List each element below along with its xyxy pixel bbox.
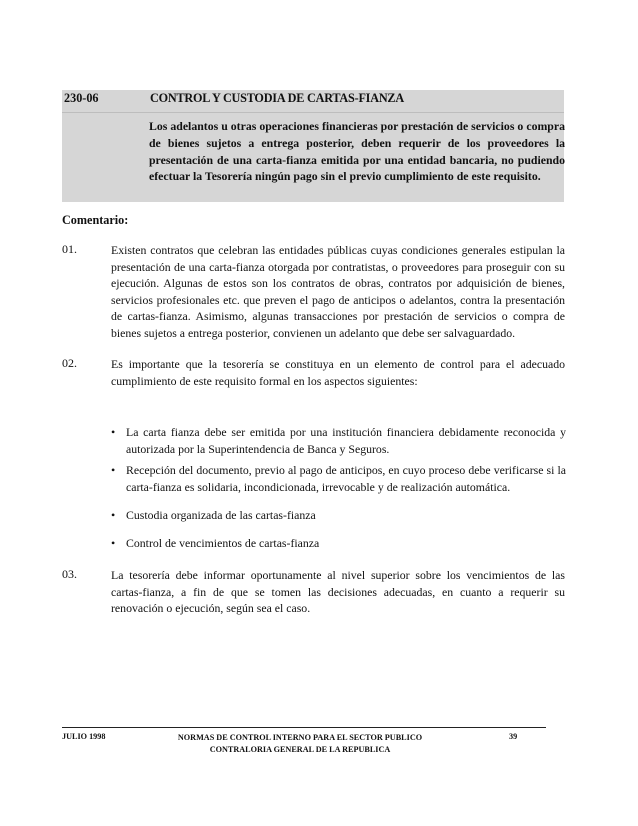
bullet-text: La carta fianza debe ser emitida por una institución financiera debidamente reconocida y autorizada por la Superintendencia de Banca y Seguros. (126, 425, 566, 456)
bullet-icon: • (111, 508, 116, 522)
item-number: 03. (62, 567, 77, 581)
item-text: La tesorería debe informar oportunamente al nivel superior sobre los vencimientos de las cartas-fianza, a fin de que se tomen las decisiones adecuadas, en cuanto a requerir su renovación o ejecución, según sea el caso. (111, 568, 565, 616)
bullet-icon: • (111, 463, 116, 477)
bullet-icon: • (111, 425, 116, 439)
item-text: Es importante que la tesorería se constituya en un elemento de control para el adecuado cumplimiento de este requisito formal en los aspectos siguientes: (111, 357, 565, 388)
bullet-icon: • (111, 536, 116, 550)
section-body: Los adelantos u otras operaciones financieras por prestación de servicios o compra de bienes sujetos a entrega posterior, deben requerir de los proveedores la presentación de una carta-fianza emitida por una entidad bancaria, no pudiendo efectuar la Tesorería ningún pago sin el previo cumplimiento de este requisito. (149, 119, 565, 184)
page-number: 39 (509, 732, 518, 741)
item-number: 01. (62, 242, 77, 256)
section-code: 230-06 (64, 91, 99, 105)
bullet-text: Control de vencimientos de cartas-fianza (126, 536, 320, 550)
footer-line-1: NORMAS DE CONTROL INTERNO PARA EL SECTOR PUBLICO (177, 733, 423, 742)
bullet-text: Custodia organizada de las cartas-fianza (126, 508, 316, 522)
footer-title (150, 732, 450, 756)
footer-date: JULIO 1998 (62, 732, 106, 741)
item-text: Existen contratos que celebran las entidades públicas cuyas condiciones generales estipulan la presentación de una carta-fianza otorgada por contratistas, o proveedores para proseguir con su ejecución. Algunas de estos son los contratos de obras, contratos por adquisición de bienes, servicios profesionales etc. que preven el pago de anticipos o adelantos, contra la presentación de cartas-fianza. Asimismo, algunas transacciones por prestación de servicios o compra de bienes sujetos a entrega posterior, convienen un adelanto que debe ser salvaguardado. (111, 243, 565, 340)
item-number: 02. (62, 356, 77, 370)
footer-divider (62, 727, 546, 728)
comment-heading: Comentario: (62, 213, 129, 227)
bullet-text: Recepción del documento, previo al pago de anticipos, en cuyo proceso debe verificarse si la carta-fianza es solidaria, incondicionada, irrevocable y de realización automática. (126, 463, 566, 494)
footer-line-2: CONTRALORIA GENERAL DE LA REPUBLICA (209, 745, 391, 754)
header-divider (62, 112, 564, 113)
section-title: CONTROL Y CUSTODIA DE CARTAS-FIANZA (150, 91, 404, 105)
